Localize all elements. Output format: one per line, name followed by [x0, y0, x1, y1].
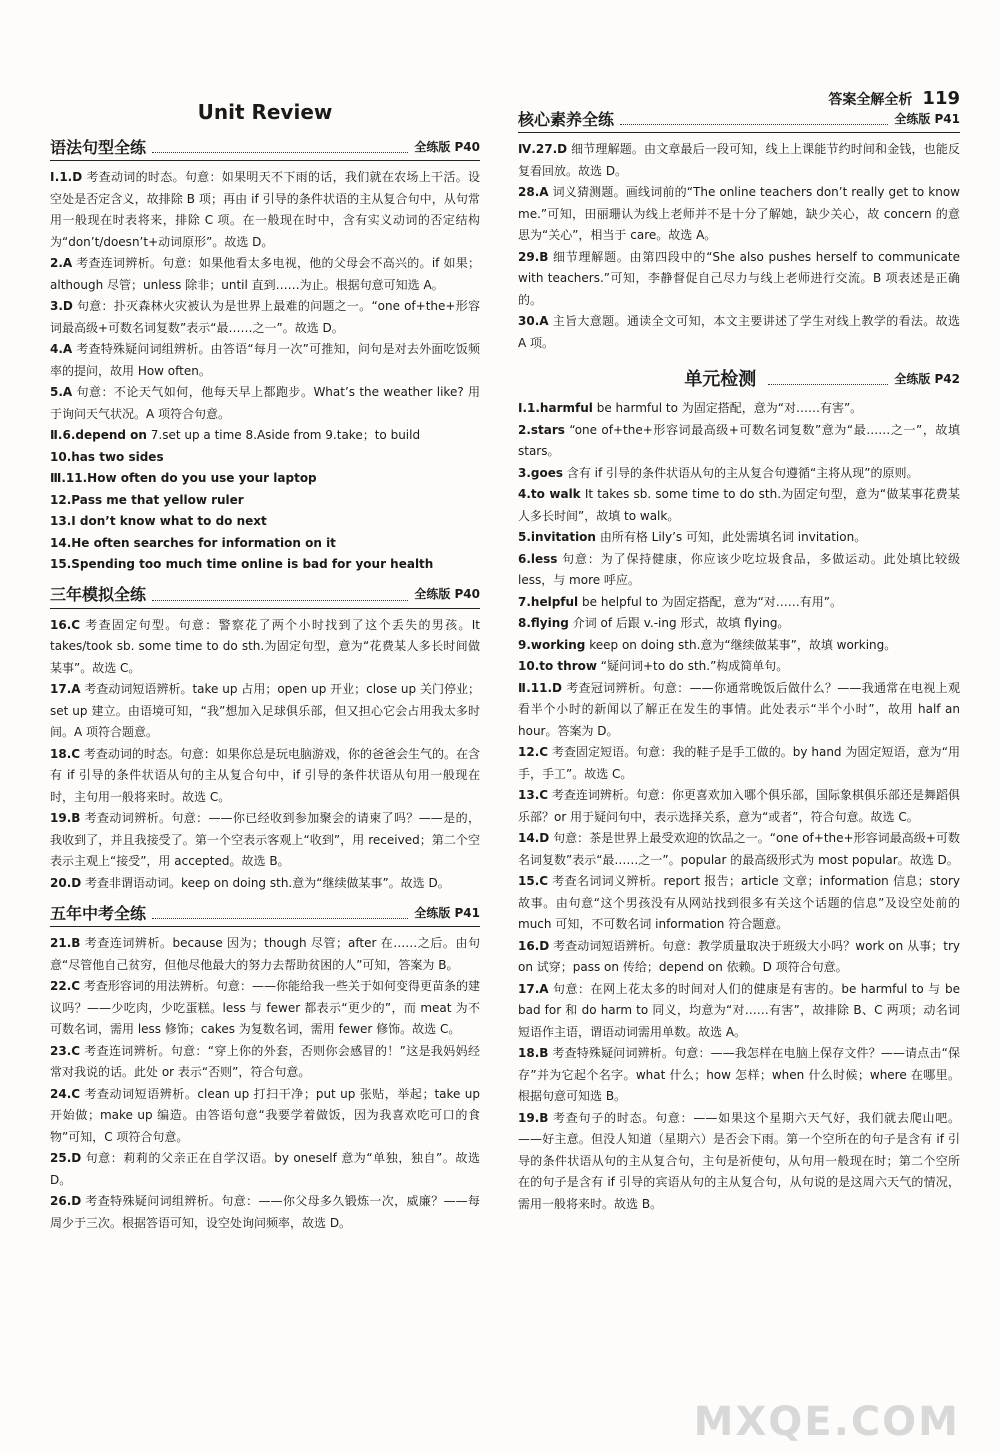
section-source: 全练版 P40	[414, 587, 480, 601]
section-header	[50, 580, 480, 609]
answer-item	[518, 1043, 960, 1108]
answer-text: 考查特殊疑问词组辨析。由答语“每月一次”可推知，问句是对去外面吃饭频率的提问，故用 How often。	[50, 342, 480, 378]
answer-item	[50, 554, 480, 576]
answer-text: 主旨大意题。通读全文可知，本文主要讲述了学生对线上教学的看法。故选 A 项。	[518, 314, 960, 350]
answer-text: 句意：莉莉的父亲正在自学汉语。by oneself 意为“单独，独自”。故选 D。	[50, 1151, 480, 1187]
answer-number: 21.B	[50, 936, 81, 950]
answer-number: 4.to walk	[518, 487, 581, 501]
answer-text: 考查动词的时态。句意：如果明天不下雨的话，我们就在农场上干活。设空处是否定含义，故排除 B 项；再由 if 引导的条件状语的主从复合句中，从句常用一般现在时表将来，排除 C 项。在一般现在时中，含有实义动词的否定结构为“don’t/doesn’t+动词原形”。故选 D。	[50, 170, 480, 249]
answer-text: 考查特殊疑问词组辨析。句意：——你父母多久锻炼一次，威廉？——每周少于三次。根据答语可知，设空处询问频率，故选 D。	[50, 1194, 480, 1230]
answer-text: 细节理解题。由第四段中的“She also pushes herself to communicate with teachers.”可知，李静督促自己尽力与线上老师进行交流。B 项表述是正确的。	[518, 249, 960, 307]
answer-number: Ⅲ.11.How often do you use your laptop	[50, 471, 317, 485]
answer-item	[518, 549, 960, 592]
answer-number: 28.A	[518, 185, 549, 199]
answer-item	[518, 742, 960, 785]
left-column	[50, 96, 480, 1234]
section-title: 核心素养全练	[518, 109, 615, 129]
answer-text: keep on doing sth.意为“继续做某事”，故填 working。	[589, 637, 897, 652]
answer-text: “one of+the+形容词最高级+可数名词复数”意为“最……之一”，故填 stars。	[518, 422, 960, 458]
answer-number: 20.D	[50, 875, 82, 890]
answer-item	[518, 247, 960, 312]
answer-item	[518, 182, 960, 247]
answer-text: 考查动词短语辨析。clean up 打扫干净；put up 张贴，举起；take up 开始做；make up 编造。由答语句意“我要学着做饭，因为我喜欢吃可口的食物”可知，C 项符合句意。	[50, 1086, 480, 1144]
answer-text: be helpful to 为固定搭配，意为“对……有用”。	[582, 594, 843, 609]
answer-item	[518, 785, 960, 828]
answer-text: It takes sb. some time to do sth.为固定句型，意为“做某事花费某人多长时间”，故填 to walk。	[518, 487, 960, 523]
answer-text: 考查动词短语辨析。句意：教学质量取决于班级大小吗？work on 从事；try on 试穿；pass on 传给；depend on 依赖。D 项符合句意。	[518, 938, 960, 974]
answer-text: 词义猜测题。画线词前的“The online teachers don’t really get to know me.”可知，田丽珊认为线上老师并不是十分了解她，缺少关心，故 concern 的意思为“关心”，相当于 care。故选 A。	[518, 185, 960, 242]
answer-number: 3.D	[50, 299, 73, 313]
answer-number: 5.invitation	[518, 530, 596, 544]
answer-text: be harmful to 为固定搭配，意为“对……有害”。	[596, 401, 863, 415]
answer-text: 句意：在网上花太多的时间对人们的健康是有害的。be harmful to 与 be bad for 和 do harm to 同义，均意为“对……有害”，故排除 B、C 两项；动名词短语作主语，谓语动词需用单数。故选 A。	[518, 981, 960, 1039]
answer-item	[50, 976, 480, 1041]
answer-item	[50, 808, 480, 873]
answer-number: 29.B	[518, 249, 549, 264]
answer-item	[518, 139, 960, 182]
answer-text: 考查冠词辨析。句意：——你通常晚饭后做什么？——我通常在电视上观看半个小时的新闻以了解正在发生的事情。此处表示“半个小时”，故用 half an hour。答案为 D。	[518, 680, 960, 738]
answer-number: Ⅱ.6.depend on	[50, 428, 147, 442]
answer-text: 考查特殊疑问词辨析。句意：——我怎样在电脑上保存文件？——请点击“保存”并为它起个名字。what 什么；how 怎样；when 什么时候；where 在哪里。根据句意可知选 B。	[518, 1046, 960, 1103]
answer-text: 句意：扑灭森林火灾被认为是世界上最难的问题之一。“one of+the+形容词最高级+可数名词复数”表示“最……之一”。故选 D。	[50, 299, 480, 335]
answer-text: 考查名词词义辨析。report 报告；article 文章；information 信息；story 故事。由句意“这个男孩没有从网站找到很多有关这个话题的信息”及设空处前的 much 可知，不可数名词 information 符合题意。	[518, 874, 960, 931]
answer-text: 考查动词短语辨析。take up 占用；open up 开业；close up 关门停业；set up 建立。由语境可知，“我”想加入足球俱乐部，但又担心它会占用我太多时间。A 项符合题意。	[50, 682, 480, 739]
dotted-leader	[152, 600, 408, 601]
answer-item	[50, 1148, 480, 1191]
answer-text: “疑问词+to do sth.”构成简单句。	[600, 659, 789, 673]
answer-item	[518, 592, 960, 614]
answer-number: 26.D	[50, 1194, 82, 1208]
dotted-leader	[768, 384, 888, 385]
header-title: 答案全解全析	[828, 92, 913, 108]
answer-number: 13.I don’t know what to do next	[50, 514, 267, 528]
answer-number: Ⅳ.27.D	[518, 142, 568, 156]
answer-number: 12.C	[518, 745, 549, 759]
answer-item	[50, 679, 480, 744]
answer-item	[50, 296, 480, 339]
answer-number: 15.Spending too much time online is bad for your health	[50, 557, 434, 571]
answer-number: 7.helpful	[518, 594, 579, 609]
answer-number: Ⅱ.11.D	[518, 680, 563, 695]
answer-number: 8.flying	[518, 616, 569, 630]
answer-text: 考查固定短语。句意：我的鞋子是手工做的。by hand 为固定短语，意为“用手，手工”。故选 C。	[518, 745, 960, 781]
answer-item	[518, 484, 960, 527]
answer-text: 句意：为了保持健康，你应该少吃垃圾食品，多做运动。此处填比较级 less，与 more 呼应。	[518, 551, 960, 587]
answer-number: 22.C	[50, 979, 81, 993]
answer-number: 19.B	[518, 1110, 549, 1125]
answer-item	[518, 635, 960, 657]
answer-number: 13.C	[518, 788, 549, 802]
page-number: 119	[922, 88, 960, 109]
answer-number: 4.A	[50, 342, 73, 356]
section-header	[518, 364, 960, 392]
answer-number: 16.C	[50, 617, 81, 632]
answer-number: 10.has two sides	[50, 449, 164, 464]
answer-item	[50, 511, 480, 533]
answer-number: 6.less	[518, 551, 558, 566]
answer-number: 23.C	[50, 1043, 81, 1058]
answer-text: 考查非谓语动词。keep on doing sth.意为“继续做某事”。故选 D。	[85, 875, 450, 890]
answer-number: 18.C	[50, 746, 81, 761]
answer-item	[518, 420, 960, 463]
section-header	[50, 898, 480, 927]
answer-item	[518, 979, 960, 1044]
answer-number: 2.A	[50, 256, 73, 270]
answer-item	[518, 613, 960, 635]
answer-number: 2.stars	[518, 422, 565, 437]
section-title: 单元检测	[684, 368, 757, 390]
dotted-leader	[152, 918, 408, 919]
answer-number: 19.B	[50, 811, 81, 825]
answer-item	[50, 425, 480, 447]
answer-number: 3.goes	[518, 465, 564, 480]
answer-text: 考查形容词的用法辨析。句意：——你能给我一些关于如何变得更苗条的建议吗？——少吃肉，少吃蛋糕。less 与 fewer 都表示“更少的”，而 meat 为不可数名词，需用 less 修饰；cakes 为复数名词，需用 fewer 修饰。故选 C。	[50, 979, 480, 1036]
answer-number: 14.He often searches for information on it	[50, 535, 336, 550]
answer-text: 由所有格 Lily’s 可知，此处需填名词 invitation。	[599, 530, 867, 544]
answer-item	[50, 615, 480, 680]
answer-number: Ⅰ.1.harmful	[518, 401, 593, 415]
answer-number: 5.A	[50, 385, 73, 399]
answer-item	[50, 1084, 480, 1149]
answer-number: 17.A	[50, 682, 81, 696]
section-title: 语法句型全练	[50, 137, 147, 157]
answer-text: 考查连词辨析。because 因为；though 尽管；after 在……之后。由句意“尽管他自己贫穷，但他尽他最大的努力去帮助贫困的人”可知，答案为 B。	[50, 936, 480, 972]
answer-item	[50, 167, 480, 253]
answer-text: 句意：茶是世界上最受欢迎的饮品之一。“one of+the+形容词最高级+可数名词复数”表示“最……之一”。popular 的最高级形式为 most popular。故选 D。	[518, 831, 960, 867]
answer-item	[50, 1191, 480, 1234]
answer-item	[50, 468, 480, 490]
answer-text: 7.set up a time 8.Aside from 9.take；to build	[150, 428, 421, 442]
answer-text: 介词 of 后跟 v.-ing 形式，故填 flying。	[572, 616, 790, 630]
answer-number: 17.A	[518, 981, 549, 996]
answer-item	[518, 311, 960, 354]
answer-number: 12.Pass me that yellow ruler	[50, 492, 244, 507]
answer-item	[50, 382, 480, 425]
answer-text: 考查句子的时态。句意：——如果这个星期六天气好，我们就去爬山吧。——好主意。但没人知道（星期六）是否会下雨。第一个空所在的句子是含有 if 引导的条件状语从句的主从复合句，主句是祈使句，从句用一般现在时；第二个空所在的句子是含有 if 引导的宾语从句的主从复合句，从句说的是这周六天气的情况，需用一般将来时。故选 B。	[518, 1110, 960, 1211]
answer-item	[50, 339, 480, 382]
section-header	[518, 104, 960, 133]
section-header	[50, 132, 480, 161]
watermark-logo: MXQE.COM	[693, 1399, 960, 1445]
answer-text: 考查动词辨析。句意：——你已经收到参加聚会的请柬了吗？——是的，我收到了，并且我接受了。第一个空表示客观上“收到”，用 received；第二个空表示主观上“接受”，用 accepted。故选 B。	[50, 811, 480, 868]
answer-number: 10.to throw	[518, 659, 597, 673]
answer-text: 考查连词辨析。句意：“穿上你的外套，否则你会感冒的！”这是我妈妈经常对我说的话。此处 or 表示“否则”，符合句意。	[50, 1043, 480, 1079]
answer-item	[518, 678, 960, 743]
unit-title: Unit Review	[197, 100, 333, 124]
answer-number: Ⅰ.1.D	[50, 170, 83, 184]
answer-text: 考查动词的时态。句意：如果你总是玩电脑游戏，你的爸爸会生气的。在含有 if 引导的条件状语从句的主从复合句中，if 引导的条件状语从句用一般现在时，主句用一般将来时。故选 C。	[50, 746, 480, 804]
page-header	[0, 0, 1000, 109]
answer-text: 考查连词辨析。句意：如果他看太多电视，他的父母会不高兴的。if 如果；although 尽管；unless 除非；until 直到……为止。根据句意可知选 A。	[50, 256, 480, 292]
answer-item	[518, 527, 960, 549]
answer-number: 9.working	[518, 637, 586, 652]
section-source: 全练版 P41	[894, 111, 960, 126]
answer-number: 25.D	[50, 1151, 82, 1165]
answer-item	[50, 253, 480, 296]
section-source: 全练版 P41	[414, 905, 480, 920]
answer-item	[50, 533, 480, 555]
answer-number: 18.B	[518, 1046, 549, 1060]
answer-text: 细节理解题。由文章最后一段可知，线上上课能节约时间和金钱，也能反复看回放。故选 D。	[518, 142, 960, 178]
answer-text: 考查固定句型。句意：警察花了两个小时找到了这个丢失的男孩。It takes/took sb. some time to do sth.为固定句型，意为“花费某人多长时间做某事”。故选 C。	[50, 617, 480, 675]
section-source: 全练版 P42	[894, 371, 960, 386]
answer-item	[518, 398, 960, 420]
answer-item	[50, 933, 480, 976]
answer-text: 考查连词辨析。句意：你更喜欢加入哪个俱乐部，国际象棋俱乐部还是舞蹈俱乐部？or 用于疑问句中，表示选择关系，意为“或者”，符合句意。故选 C。	[518, 788, 960, 824]
answer-item	[50, 1041, 480, 1084]
answer-number: 16.D	[518, 938, 550, 953]
answer-item	[518, 828, 960, 871]
dotted-leader	[152, 152, 408, 153]
answer-item	[518, 936, 960, 979]
answer-number: 30.A	[518, 314, 549, 328]
answer-number: 15.C	[518, 874, 549, 888]
answer-item	[50, 490, 480, 512]
dotted-leader	[620, 124, 888, 125]
answer-text: 句意：不论天气如何，他每天早上都跑步。What’s the weather like? 用于询问天气状况。A 项符合句意。	[50, 385, 480, 421]
right-column	[518, 100, 960, 1215]
answer-item	[50, 447, 480, 469]
section-title: 五年中考全练	[50, 903, 147, 923]
section-source: 全练版 P40	[414, 139, 480, 154]
answer-item	[50, 873, 480, 895]
answer-number: 24.C	[50, 1086, 81, 1101]
answer-item	[518, 463, 960, 485]
section-title: 三年模拟全练	[50, 585, 147, 604]
answer-item	[518, 871, 960, 936]
answer-item	[518, 656, 960, 678]
answer-number: 14.D	[518, 831, 550, 845]
answer-text: 含有 if 引导的条件状语从句的主从复合句遵循“主将从现”的原则。	[566, 465, 919, 480]
answer-item	[50, 744, 480, 809]
answer-item	[518, 1108, 960, 1216]
